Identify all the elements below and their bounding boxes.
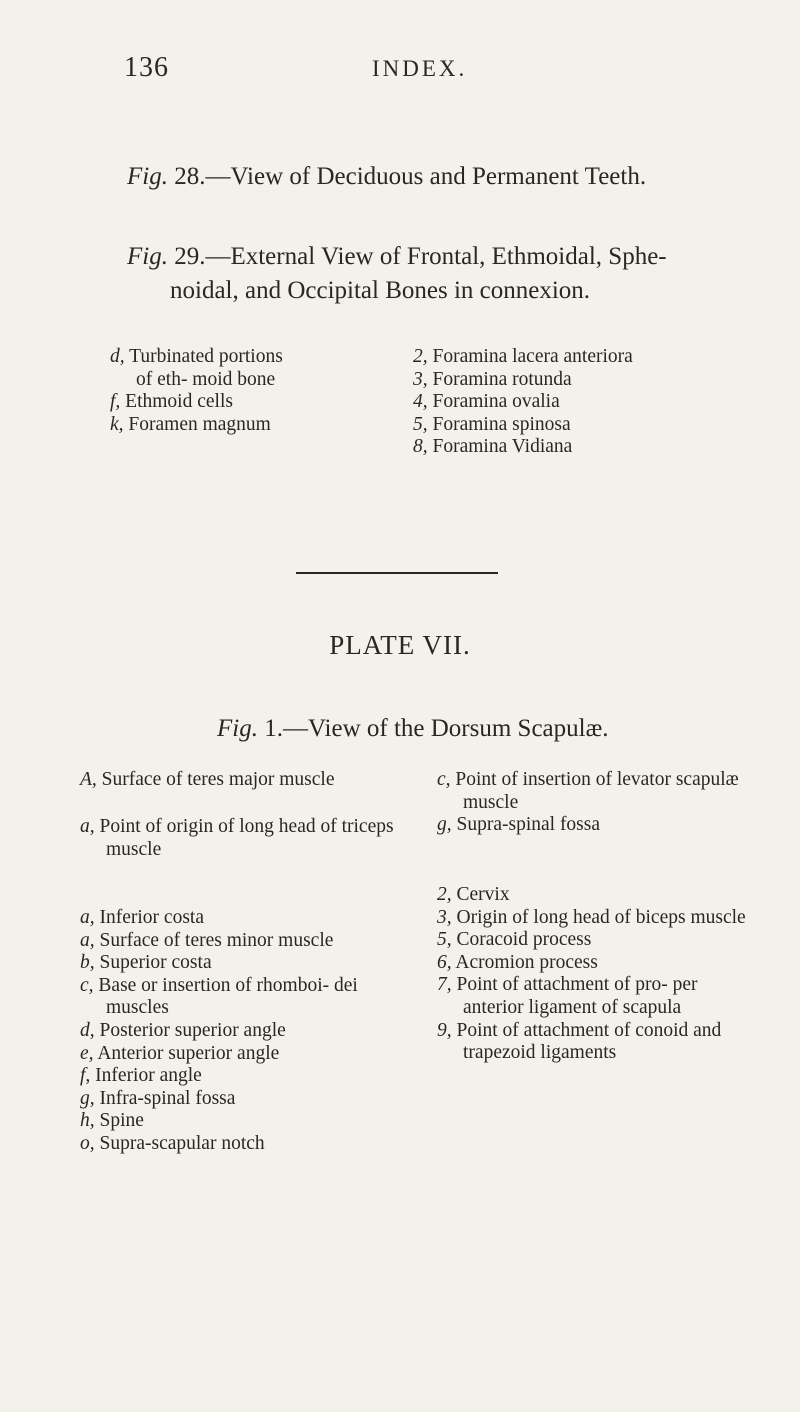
legend-key: c, xyxy=(437,769,451,790)
legend-key: a, xyxy=(80,907,95,928)
legend-key: g, xyxy=(437,814,452,836)
legend-text: Point of insertion of levator scapulæ muscle xyxy=(450,769,739,813)
legend-key: d, xyxy=(110,346,125,367)
legend-text: Supra-spinal fossa xyxy=(451,814,601,836)
legend-text: Posterior superior angle xyxy=(94,1019,286,1041)
fig1-text: 1.—View of the Dorsum Scapulæ. xyxy=(257,715,609,742)
legend-text: Infra-spinal fossa xyxy=(94,1087,236,1109)
legend-text: Cervix xyxy=(451,884,510,905)
fig28-text: 28.—View of Deciduous and Permanent Teeth. xyxy=(167,163,647,190)
fig29-title xyxy=(127,240,667,308)
fig28-prefix: Fig. xyxy=(127,163,168,190)
legend-entry xyxy=(80,930,398,953)
legend-entry xyxy=(413,436,703,459)
legend-key: 7, xyxy=(437,974,452,996)
legend-text: Point of attachment of pro- per anterior ligament of scapula xyxy=(451,974,698,1018)
legend-text: Ethmoid cells xyxy=(120,391,233,413)
legend-key: k, xyxy=(110,413,124,435)
legend-key: g, xyxy=(80,1087,95,1109)
legend-key: 2, xyxy=(437,884,452,905)
legend-text: Supra-scapular notch xyxy=(94,1132,265,1154)
legend-key: 9, xyxy=(437,1019,452,1041)
legend-text: Acromion process xyxy=(451,951,598,973)
legend-key: f, xyxy=(80,1065,91,1087)
legend-entry xyxy=(80,1020,398,1043)
fig29-text-line1: 29.—External View of Frontal, Ethmoidal, Sphe- xyxy=(167,243,667,270)
legend-key: 3, xyxy=(413,368,428,390)
legend-entry xyxy=(437,974,747,1019)
legend-entry xyxy=(437,769,747,814)
legend-key: 3, xyxy=(437,906,452,928)
legend-text: Foramen magnum xyxy=(123,413,271,435)
plate-heading: PLATE VII. xyxy=(329,630,471,660)
fig1-prefix: Fig. xyxy=(217,715,258,742)
legend-text: Surface of teres minor muscle xyxy=(94,929,334,951)
legend-key: 6, xyxy=(437,951,452,973)
legend-entry xyxy=(413,391,703,414)
fig1-legend-left-mid xyxy=(80,816,400,861)
fig1-legend-right-bottom xyxy=(437,884,747,1065)
legend-text: Foramina lacera anteriora xyxy=(427,346,633,367)
legend-key: 5, xyxy=(413,413,428,435)
legend-key: o, xyxy=(80,1132,95,1154)
legend-entry xyxy=(437,884,747,907)
fig29-prefix: Fig. xyxy=(127,243,168,270)
legend-entry xyxy=(110,346,300,391)
legend-text: Inferior costa xyxy=(94,907,204,928)
legend-entry xyxy=(413,414,703,437)
legend-entry xyxy=(413,346,703,369)
legend-key: 2, xyxy=(413,346,428,367)
legend-text: Foramina spinosa xyxy=(427,413,571,435)
legend-text: Foramina rotunda xyxy=(427,368,572,390)
legend-text: Point of attachment of conoid and trapezoid ligaments xyxy=(451,1019,722,1064)
legend-entry xyxy=(80,952,398,975)
legend-entry xyxy=(80,1133,398,1156)
legend-key: 8, xyxy=(413,436,428,458)
legend-key: a, xyxy=(80,816,95,837)
legend-entry xyxy=(80,1110,398,1133)
legend-text: Coracoid process xyxy=(451,929,592,951)
legend-text: Point of origin of long head of triceps muscle xyxy=(94,816,394,860)
legend-text: Origin of long head of biceps muscle xyxy=(451,906,746,928)
legend-text: Foramina Vidiana xyxy=(427,436,573,458)
legend-key: f, xyxy=(110,391,121,413)
page-number: 136 xyxy=(124,52,169,83)
fig29-text-line2: noidal, and Occipital Bones in connexion. xyxy=(170,277,591,304)
legend-text: Turbinated portions of eth- moid bone xyxy=(124,346,283,390)
fig1-title xyxy=(217,712,609,746)
legend-key: c, xyxy=(80,974,94,996)
legend-text: Surface of teres major muscle xyxy=(96,769,335,790)
legend-key: b, xyxy=(80,952,95,974)
legend-key: 4, xyxy=(413,391,428,413)
legend-entry xyxy=(437,952,747,975)
legend-entry xyxy=(80,907,398,930)
legend-text: Spine xyxy=(94,1110,144,1132)
legend-entry xyxy=(437,929,747,952)
legend-entry xyxy=(110,391,300,414)
legend-text: Inferior angle xyxy=(90,1065,202,1087)
legend-key: h, xyxy=(80,1110,95,1132)
legend-key: d, xyxy=(80,1019,95,1041)
section-divider xyxy=(296,572,498,574)
page-header xyxy=(0,52,800,92)
fig1-legend-left-top xyxy=(80,769,425,792)
legend-entry xyxy=(413,369,703,392)
legend-entry xyxy=(110,414,300,437)
fig1-legend-left-bottom xyxy=(80,907,398,1156)
legend-text: Base or insertion of rhomboi- dei muscles xyxy=(93,974,358,1019)
legend-text: Anterior superior angle xyxy=(93,1042,280,1064)
legend-key: e, xyxy=(80,1042,94,1064)
fig29-legend-left xyxy=(110,346,300,436)
legend-entry xyxy=(437,814,747,837)
legend-entry xyxy=(80,816,400,861)
legend-entry xyxy=(80,1088,398,1111)
legend-entry xyxy=(80,769,425,792)
fig28-title xyxy=(127,160,646,194)
legend-entry xyxy=(80,1065,398,1088)
legend-key: A, xyxy=(80,769,97,790)
running-title: INDEX. xyxy=(372,56,468,81)
legend-text: Foramina ovalia xyxy=(427,391,560,413)
legend-entry xyxy=(437,907,747,930)
legend-key: 5, xyxy=(437,929,452,951)
legend-entry xyxy=(80,975,398,1020)
legend-text: Superior costa xyxy=(94,952,212,974)
legend-key: a, xyxy=(80,929,95,951)
legend-entry xyxy=(80,1043,398,1066)
legend-entry xyxy=(437,1020,747,1065)
fig1-legend-right-top xyxy=(437,769,747,837)
fig29-legend-right xyxy=(413,346,703,459)
